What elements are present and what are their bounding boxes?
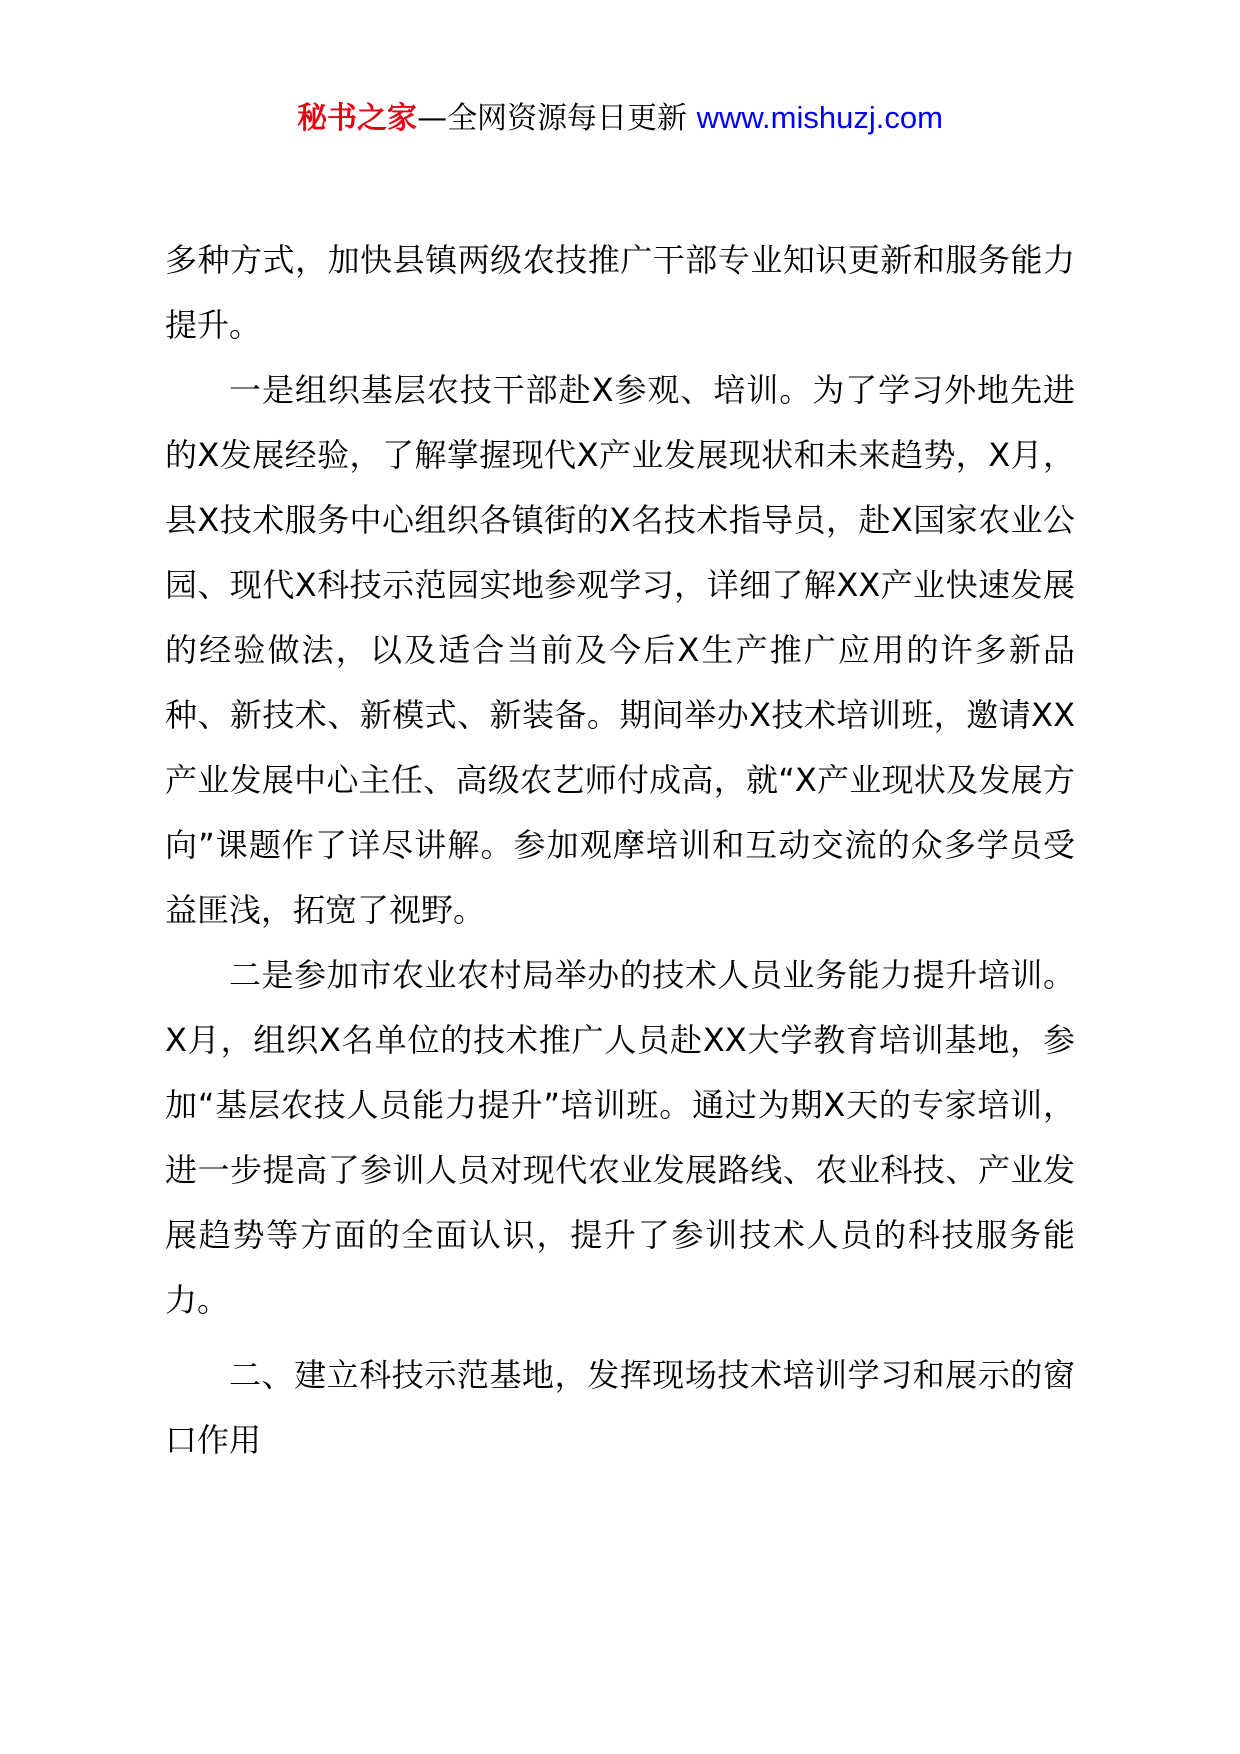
site-url-link[interactable]: www.mishuzj.com: [696, 100, 943, 135]
header-tagline: —全网资源每日更新: [417, 101, 688, 136]
document-body: [165, 228, 1075, 1473]
paragraph-point-one: 一是组织基层农技干部赴X参观、培训。为了学习外地先进的X发展经验，了解掌握现代X产业发展现状和未来趋势，X月，县X技术服务中心组织各镇街的X名技术指导员，赴X国家农业公园、现代X科技示范园实地参观学习，详细了解XX产业快速发展的经验做法，以及适合当前及今后X生产推广应用的许多新品种、新技术、新模式、新装备。期间举办X技术培训班，邀请XX产业发展中心主任、高级农艺师付成高，就“X产业现状及发展方向”课题作了详尽讲解。参加观摩培训和互动交流的众多学员受益匪浅，拓宽了视野。: [165, 371, 1075, 929]
paragraph-point-two: 二是参加市农业农村局举办的技术人员业务能力提升培训。X月，组织X名单位的技术推广人员赴XX大学教育培训基地，参加“基层农技人员能力提升”培训班。通过为期X天的专家培训，进一步提高了参训人员对现代农业发展路线、农业科技、产业发展趋势等方面的全面认识，提升了参训技术人员的科技服务能力。: [165, 956, 1075, 1319]
paragraph-continuation: 多种方式，加快县镇两级农技推广干部专业知识更新和服务能力提升。: [165, 241, 1075, 344]
section-heading: 二、建立科技示范基地，发挥现场技术培训学习和展示的窗口作用: [165, 1356, 1075, 1459]
site-header: [0, 98, 1240, 139]
brand-name: 秘书之家: [297, 101, 418, 136]
